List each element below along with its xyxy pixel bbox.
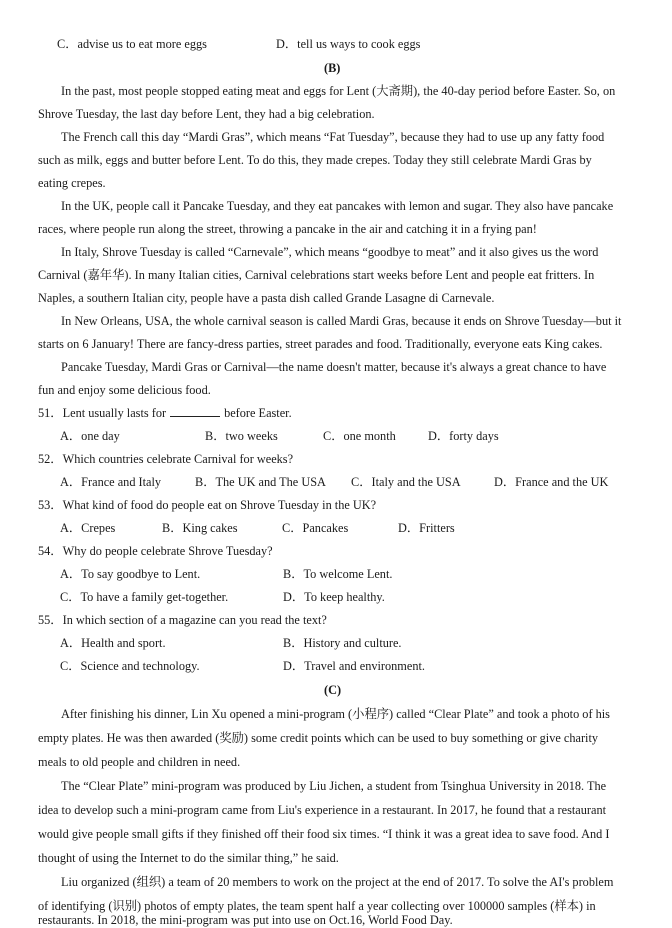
prev-option-c: C．advise us to eat more eggs (57, 37, 207, 51)
passage-b-line: fun and enjoy some delicious food. (38, 383, 211, 397)
passage-b-line: In the past, most people stopped eating meat and eggs for Lent (大斋期), the 40-day period before Easter. So, on (61, 84, 616, 98)
question-stem-text: before Easter. (224, 406, 292, 420)
passage-c-line: meals to old people and children in need. (38, 755, 241, 769)
passage-c-line: After finishing his dinner, Lin Xu opened a mini-program (小程序) called “Clear Plate” and took a photo of his (61, 707, 610, 721)
passage-b-line: In the UK, people call it Pancake Tuesday, and they eat pancakes with lemon and sugar. They also have pancake (61, 199, 614, 213)
passage-b-line: such as milk, eggs and butter before Lent. To do this, they made crepes. Today they still celebrate Mardi Gras by (38, 153, 592, 167)
q51-option-c[interactable]: C．one month (323, 429, 396, 443)
q51-option-b[interactable]: B．two weeks (205, 429, 278, 443)
question-51-stem (38, 405, 292, 421)
q54-option-a[interactable]: A．To say goodbye to Lent. (60, 567, 201, 581)
question-stem-text: 51．Lent usually lasts for (38, 406, 167, 420)
passage-c-line: The “Clear Plate” mini-program was produced by Liu Jichen, a student from Tsinghua University in 2018. The (61, 779, 607, 793)
passage-b-line: Naples, a southern Italian city, people have a pasta dish called Grande Lasagne di Carnevale. (38, 291, 495, 305)
question-54-stem: 54．Why do people celebrate Shrove Tuesday? (38, 544, 273, 558)
passage-c-line: thought of using the Internet to do the similar thing,” he said. (38, 851, 339, 865)
passage-b-line: Shrove Tuesday, the last day before Lent, they had a big celebration. (38, 107, 375, 121)
answer-blank (170, 405, 220, 417)
prev-option-d: D．tell us ways to cook eggs (276, 37, 421, 51)
q55-option-a[interactable]: A．Health and sport. (60, 636, 166, 650)
passage-b-line: Carnival (嘉年华). In many Italian cities, Carnival celebrations start weeks before Lent and people eat fritters. In (38, 268, 595, 282)
passage-b-line: eating crepes. (38, 176, 106, 190)
section-c-title: (C) (324, 683, 342, 697)
q53-option-a[interactable]: A．Crepes (60, 521, 116, 535)
q53-option-c[interactable]: C．Pancakes (282, 521, 349, 535)
q53-option-b[interactable]: B．King cakes (162, 521, 238, 535)
question-52-stem: 52．Which countries celebrate Carnival for weeks? (38, 452, 294, 466)
question-55-stem: 55．In which section of a magazine can you read the text? (38, 613, 327, 627)
passage-c-line: idea to develop such a mini-program came from Liu's experience in a restaurant. In 2017, he found that a restaurant (38, 803, 607, 817)
passage-c-line: would give people small gifts if they finished off their food six times. “I think it was a great idea to save food. And I (38, 827, 610, 841)
q54-option-d[interactable]: D．To keep healthy. (283, 590, 385, 604)
q55-option-b[interactable]: B．History and culture. (283, 636, 402, 650)
passage-b-line: starts on 6 January! There are fancy-dress parties, street parades and food. Traditionally, everyone eats King cakes. (38, 337, 603, 351)
passage-b-line: In New Orleans, USA, the whole carnival season is called Mardi Gras, because it ends on Shrove Tuesday—but it (61, 314, 622, 328)
passage-c-line: Liu organized (组织) a team of 20 members to work on the project at the end of 2017. To solve the AI's problem (61, 875, 614, 889)
passage-c-line: empty plates. He was then awarded (奖励) some credit points which can be used to buy something or give charity (38, 731, 599, 745)
q54-option-c[interactable]: C．To have a family get-together. (60, 590, 229, 604)
q52-option-d[interactable]: D．France and the UK (494, 475, 609, 489)
q51-option-a[interactable]: A．one day (60, 429, 120, 443)
q51-option-d[interactable]: D．forty days (428, 429, 499, 443)
q52-option-c[interactable]: C．Italy and the USA (351, 475, 461, 489)
passage-c-line: of identifying (识别) photos of empty plates, the team spent half a year collecting over 100000 samples (样本) in (38, 899, 596, 913)
q54-option-b[interactable]: B．To welcome Lent. (283, 567, 393, 581)
passage-b-line: races, where people run along the street, throwing a pancake in the air and catching it in a frying pan! (38, 222, 537, 236)
passage-c-line: restaurants. In 2018, the mini-program was put into use on Oct.16, World Food Day. (38, 913, 453, 927)
q52-option-a[interactable]: A．France and Italy (60, 475, 162, 489)
q53-option-d[interactable]: D．Fritters (398, 521, 455, 535)
passage-b-line: The French call this day “Mardi Gras”, which means “Fat Tuesday”, because they had to use up any fatty food (61, 130, 605, 144)
passage-b-line: In Italy, Shrove Tuesday is called “Carnevale”, which means “goodbye to meat” and it also gives us the word (61, 245, 599, 259)
q55-option-c[interactable]: C．Science and technology. (60, 659, 200, 673)
passage-b-line: Pancake Tuesday, Mardi Gras or Carnival—the name doesn't matter, because it's always a great chance to have (61, 360, 607, 374)
q55-option-d[interactable]: D．Travel and environment. (283, 659, 425, 673)
q52-option-b[interactable]: B．The UK and The USA (195, 475, 326, 489)
question-53-stem: 53．What kind of food do people eat on Shrove Tuesday in the UK? (38, 498, 377, 512)
section-b-title: (B) (324, 61, 341, 75)
